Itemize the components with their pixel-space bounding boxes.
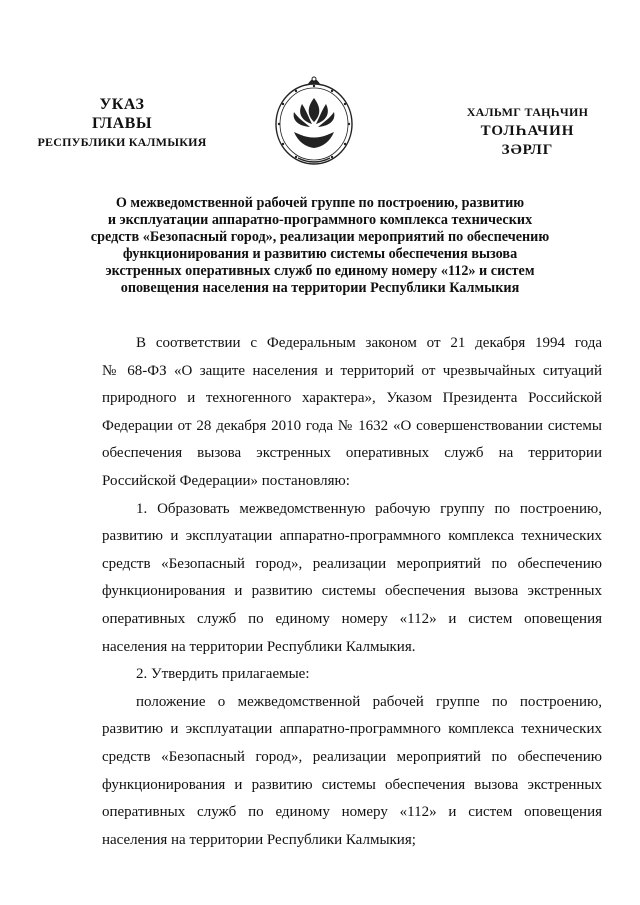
header-right-block bbox=[440, 103, 615, 160]
body-line: обеспечения вызова экстренных оперативных служб на территории bbox=[102, 445, 602, 462]
kalmykia-coat-of-arms-icon bbox=[272, 74, 356, 168]
body-line: № 68-ФЗ «О защите населения и территорий от чрезвычайных ситуаций bbox=[102, 362, 602, 379]
body-line: 1. Образовать межведомственную рабочую группу по построению, bbox=[136, 500, 602, 517]
body-line: оперативных служб по единому номеру «112» и систем оповещения bbox=[102, 804, 602, 821]
body-line: 2. Утвердить прилагаемые: bbox=[136, 666, 310, 683]
body-line: Российской Федерации» постановляю: bbox=[102, 472, 350, 489]
body-line: Федерации от 28 декабря 2010 года № 1632 «О совершенствовании системы bbox=[102, 417, 602, 434]
body-line: населения на территории Республики Калмыкия. bbox=[102, 638, 416, 655]
title-line: оповещения населения на территории Республики Калмыкия bbox=[120, 280, 520, 296]
body-line: В соответствии с Федеральным законом от 21 декабря 1994 года bbox=[136, 335, 602, 351]
header-left-line: РЕСПУБЛИКИ КАЛМЫКИЯ bbox=[37, 135, 207, 149]
body-line: оперативных служб по единому номеру «112» и систем оповещения bbox=[102, 610, 602, 627]
header-left-block bbox=[22, 95, 222, 152]
body-line: развитию и эксплуатации аппаратно-программного комплекса технических bbox=[102, 721, 602, 738]
title-line: функционирования и развитию системы обеспечения вызова bbox=[122, 246, 518, 262]
body-line: средств «Безопасный город», реализации мероприятий по обеспечению bbox=[102, 555, 602, 572]
title-line: средств «Безопасный город», реализации мероприятий по обеспечению bbox=[90, 229, 550, 245]
body-line: развитию и эксплуатации аппаратно-программного комплекса технических bbox=[102, 528, 602, 545]
header-right-line: ЗӘРЛГ bbox=[501, 142, 554, 158]
title-line: О межведомственной рабочей группе по построению, развитию bbox=[115, 195, 525, 211]
header-left-line: ГЛАВЫ bbox=[91, 115, 153, 132]
body-line: положение о межведомственной рабочей группе по построению, bbox=[136, 693, 602, 710]
body-line: функционирования и развитию системы обеспечения вызова экстренных bbox=[102, 583, 602, 600]
title-line: экстренных оперативных служб по единому номеру «112» и систем bbox=[105, 263, 535, 279]
header-right-line: ХАЛЬМГ ТАҢҺЧИН bbox=[466, 105, 589, 119]
body-line: функционирования и развитию системы обеспечения вызова экстренных bbox=[102, 776, 602, 793]
header-left-line: УКАЗ bbox=[99, 96, 145, 113]
body-line: средств «Безопасный город», реализации мероприятий по обеспечению bbox=[102, 748, 602, 765]
body-line: населения на территории Республики Калмыкия; bbox=[102, 831, 416, 848]
document-title bbox=[80, 195, 560, 297]
document-body bbox=[102, 330, 602, 854]
body-line: природного и техногенного характера», Указом Президента Российской bbox=[102, 390, 602, 407]
header-right-line: ТОЛҺАЧИН bbox=[480, 123, 575, 139]
title-line: и эксплуатации аппаратно-программного комплекса технических bbox=[107, 212, 533, 228]
